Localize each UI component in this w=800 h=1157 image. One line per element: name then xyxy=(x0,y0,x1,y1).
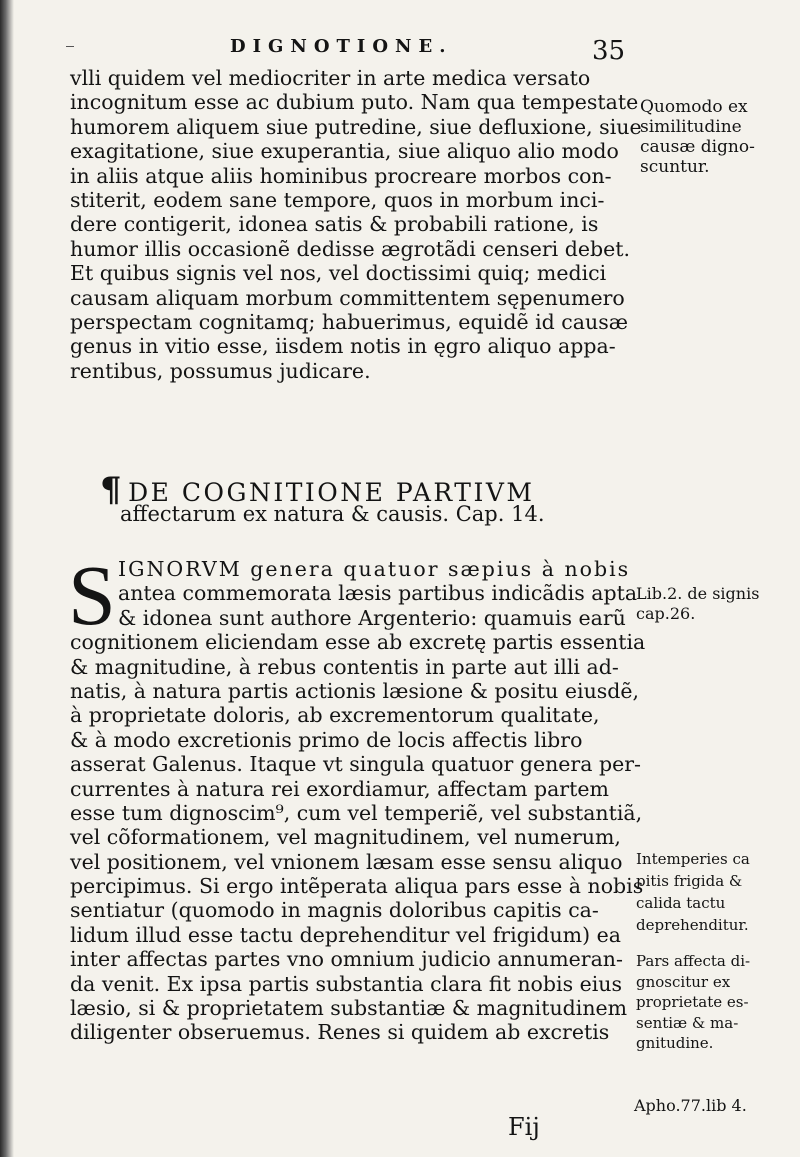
marginal-note-3 xyxy=(636,848,750,936)
text-line: Et quibus signis vel nos, vel doctissimi quiq; medici xyxy=(70,261,607,286)
page-gutter-shadow xyxy=(0,0,14,1157)
text-line: rentibus, possumus judicare. xyxy=(70,358,371,383)
text-line: læsio, si & proprietatem substantiæ & magnitudinem xyxy=(70,996,628,1021)
note-line: gnoscitur ex xyxy=(636,972,731,991)
text-line: da venit. Ex ipsa partis substantia clara fit nobis eius xyxy=(70,971,623,996)
text-line: vlli quidem vel mediocriter in arte medica versato xyxy=(70,66,591,90)
text-line: perspectam cognitamq; habuerimus, equidẽ id causæ xyxy=(70,309,628,334)
note-line: similitudine xyxy=(640,117,742,137)
text-line: exagitatione, siue exuperantia, siue aliquo alio modo xyxy=(70,139,619,164)
page-number: 35 xyxy=(592,36,626,66)
paragraph-2 xyxy=(70,557,646,1045)
text-line: humor illis occasionẽ dedisse ægrotãdi censeri debet. xyxy=(70,236,630,261)
text-line: antea commemorata læsis partibus indicãdis apta xyxy=(118,581,638,606)
note-line: Lib.2. de signis xyxy=(636,584,760,603)
running-head: DIGNOTIONE. xyxy=(230,36,453,57)
marginal-note-1 xyxy=(640,97,755,177)
text-line: à proprietate doloris, ab excrementorum qualitate, xyxy=(70,703,600,728)
note-line: Pars affecta di- xyxy=(636,952,751,970)
header-dash xyxy=(66,46,74,47)
paragraph-1 xyxy=(70,66,642,383)
text-line: IGNORVM genera quatuor sæpius à nobis xyxy=(118,557,631,581)
note-line: gnitudine. xyxy=(636,1034,714,1052)
text-line: lidum illud esse tactu deprehenditur vel frigidum) ea xyxy=(70,922,621,947)
note-line: sentiæ & ma- xyxy=(636,1013,739,1032)
text-line: diligenter obseruemus. Renes si quidem ab excretis xyxy=(70,1020,610,1045)
text-line: causam aliquam morbum committentem sępenumero xyxy=(70,285,625,310)
note-line: proprietate es- xyxy=(636,993,749,1011)
text-line: vel cõformationem, vel magnitudinem, vel numerum, xyxy=(70,825,621,850)
note-line: cap.26. xyxy=(636,604,696,623)
text-line: percipimus. Si ergo intẽperata aliqua pars esse à nobis xyxy=(70,874,644,899)
text-line: humorem aliquem siue putredine, siue defluxione, siue xyxy=(70,114,642,139)
text-line: natis, à natura partis actionis læsione & positu eiusdẽ, xyxy=(70,678,640,703)
dropcap-letter: S xyxy=(68,547,116,643)
text-line: inter affectas partes vno omnium judicio annumeran- xyxy=(70,947,623,972)
text-line: & idonea sunt authore Argenterio: quamuis earũ xyxy=(118,605,626,630)
marginal-note-4 xyxy=(636,951,750,1054)
section-subtitle: affectarum ex natura & causis. Cap. 14. xyxy=(120,502,545,526)
text-line: cognitionem eliciendam esse ab excretę partis essentia xyxy=(70,630,646,655)
note-line: pitis frigida & xyxy=(636,872,743,890)
note-line: calida tactu xyxy=(636,894,726,912)
text-line: stiterit, eodem sane tempore, quos in morbum inci- xyxy=(70,187,605,212)
text-line: & à modo excretionis primo de locis affectis libro xyxy=(70,727,583,752)
text-line: genus in vitio esse, iisdem notis in ęgro aliquo appa- xyxy=(70,334,616,359)
text-line: currentes à natura rei exordiamur, affectam partem xyxy=(70,776,609,801)
note-line: causæ digno- xyxy=(640,137,755,157)
text-line: dere contigerit, idonea satis & probabili ratione, is xyxy=(70,212,599,237)
text-line: asserat Galenus. Itaque vt singula quatuor genera per- xyxy=(70,752,641,777)
text-line: incognitum esse ac dubium puto. Nam qua tempestate xyxy=(70,90,639,115)
section-title: DE COGNITIONE PARTIVM xyxy=(128,478,535,507)
text-line: & magnitudine, à rebus contentis in parte aut illi ad- xyxy=(70,654,619,679)
text-line: in aliis atque aliis hominibus procreare morbos con- xyxy=(70,163,612,188)
note-line: Intemperies ca xyxy=(636,850,750,868)
marginal-note-2 xyxy=(636,584,759,624)
note-line: deprehenditur. xyxy=(636,916,749,934)
text-line: vel positionem, vel vnionem læsam esse sensu aliquo xyxy=(70,849,623,874)
text-line: esse tum dignoscim⁹, cum vel temperiẽ, vel substantiã, xyxy=(70,800,643,825)
text-line: sentiatur (quomodo in magnis doloribus capitis ca- xyxy=(70,898,599,923)
pilcrow-mark: ¶ xyxy=(100,470,125,510)
note-line: Quomodo ex xyxy=(640,97,748,117)
marginal-note-5: Apho.77.lib 4. xyxy=(634,1096,747,1115)
signature-mark: Fij xyxy=(508,1113,540,1141)
note-line: scuntur. xyxy=(640,157,710,177)
